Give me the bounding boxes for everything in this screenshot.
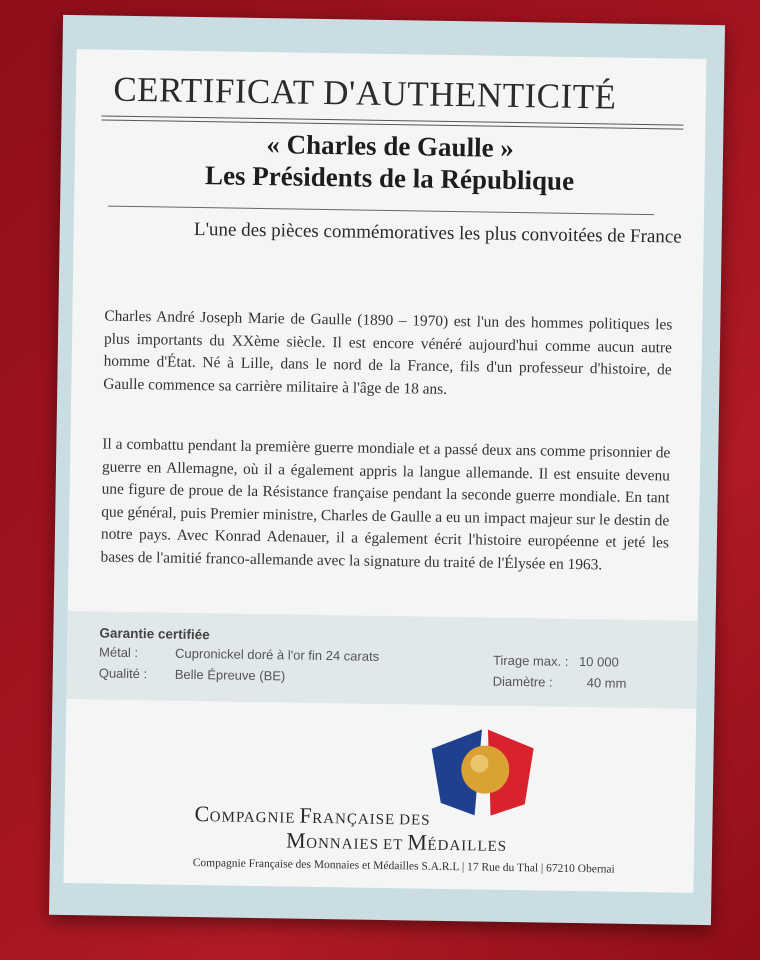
specs-heading: Garantie certifiée [99, 625, 210, 643]
subtitle-divider [108, 206, 654, 216]
spec-quality [99, 665, 286, 683]
brand-line-2: MONNAIES ET MÉDAILLES [285, 827, 508, 855]
spec-diameter-value: 40 mm [586, 675, 627, 691]
company-address-footer: Compagnie Française des Monnaies et Médailles S.A.R.L | 17 Rue du Thal | 67210 Obernai [192, 856, 615, 876]
spec-mintage [493, 653, 619, 670]
spec-metal-label: Métal : [98, 644, 139, 661]
paragraph-history: Il a combattu pendant la première guerre mondiale et a passé deux ans comme prisonnier de guerre en Allemagne, où il a également appris la langue allemande. Il est ensuite devenu une figure de proue de la Résistance française pendant la seconde guerre mondiale. En tant que général, puis Premier ministre, Charles de Gaulle a eu un impact majeur sur le destin de notre pays. Avec Konrad Adenauer, il a également écrit l'histoire européenne et jeté les bases de l'amitié franco-allemande avec la signature du traité de l'Élysée en 1963. [100, 435, 671, 573]
specs-panel [66, 611, 697, 709]
spec-mintage-label: Tirage max. : [492, 652, 569, 669]
spec-quality-label: Qualité : [98, 665, 148, 682]
spec-mintage-value: 10 000 [578, 654, 619, 670]
spec-diameter [493, 674, 627, 691]
paragraph-biography: Charles André Joseph Marie de Gaulle (1890 – 1970) est l'un des hommes politiques les plus importants du XXème siècle. Il est encore vénéré aujourd'hui comme aucun autre homme d'État. Né à Lille, dans le nord de la France, fils d'un professeur d'histoire, de Gaulle commence sa carrière militaire à l'âge de 18 ans. [103, 307, 673, 398]
subtitle-line-1: « Charles de Gaulle » [266, 129, 515, 163]
spec-metal [99, 645, 379, 664]
brand-line-1: COMPAGNIE FRANÇAISE DES [194, 801, 431, 829]
spec-diameter-label: Diamètre : [492, 673, 553, 690]
coin-subtitle [104, 126, 675, 199]
certificate-sheet [49, 15, 725, 925]
certificate-content [63, 49, 706, 893]
spec-metal-value: Cupronickel doré à l'or fin 24 carats [174, 645, 380, 664]
tagline: L'une des pièces commémoratives les plus convoitées de France [193, 218, 682, 248]
subtitle-line-2: Les Présidents de la République [204, 160, 575, 196]
tricolor-medal-logo-icon [428, 721, 540, 833]
certificate-title: CERTIFICAT D'AUTHENTICITÉ [113, 69, 617, 117]
spec-quality-value: Belle Épreuve (BE) [174, 666, 286, 684]
